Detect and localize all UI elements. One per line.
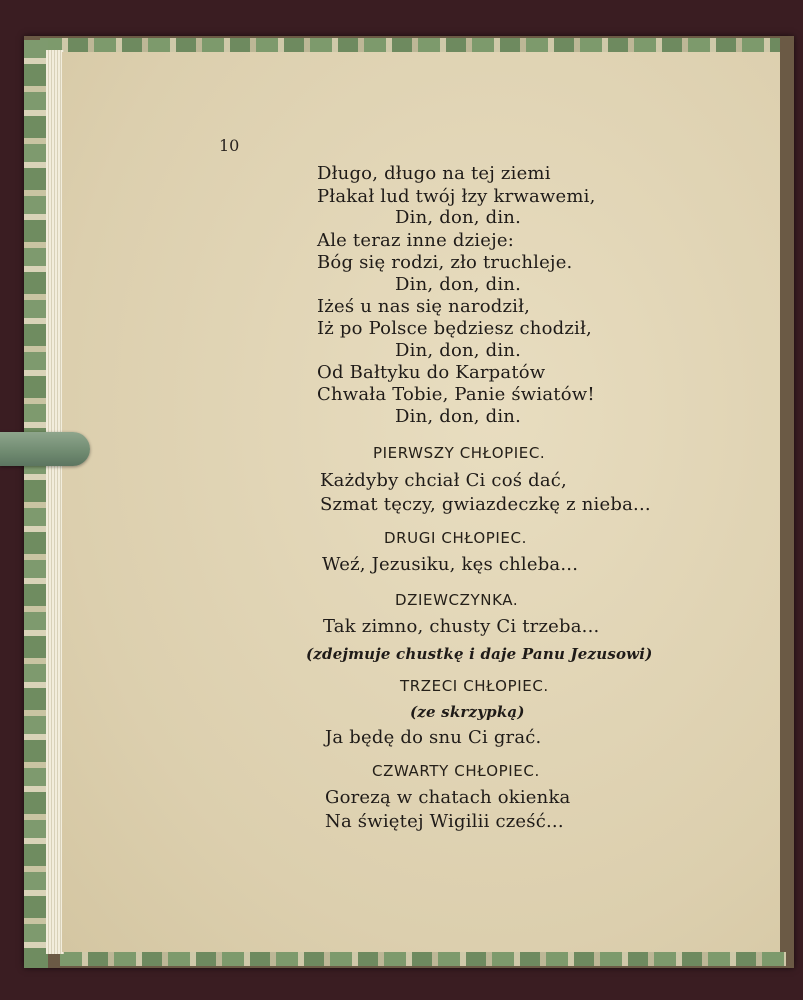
verse-line: Chwała Tobie, Panie światów!	[317, 384, 595, 405]
cover-pattern-top	[40, 38, 780, 52]
speech-line: Każdyby chciał Ci coś dać,	[320, 470, 567, 491]
bookmark-ribbon[interactable]	[0, 432, 90, 466]
speech-line: Na świętej Wigilii cześć...	[325, 811, 564, 832]
verse-line: Długo, długo na tej ziemi	[317, 163, 551, 184]
verse-line: Ale teraz inne dzieje:	[317, 230, 514, 251]
cover-pattern-bottom	[60, 952, 786, 966]
stage-direction: (ze skrzypką)	[410, 703, 525, 721]
verse-line: Din, don, din.	[395, 406, 522, 427]
speaker-heading: TRZECI CHŁOPIEC.	[400, 677, 549, 695]
verse-line: Din, don, din.	[395, 274, 522, 295]
verse-line: Od Bałtyku do Karpatów	[317, 362, 546, 383]
speech-line: Weź, Jezusiku, kęs chleba...	[322, 554, 579, 575]
verse-line: Iżeś u nas się narodził,	[317, 296, 531, 317]
speaker-heading: PIERWSZY CHŁOPIEC.	[373, 444, 546, 462]
speech-line: Szmat tęczy, gwiazdeczkę z nieba...	[320, 494, 651, 515]
speech-line: Tak zimno, chusty Ci trzeba...	[323, 616, 600, 637]
verse-line: Iż po Polsce będziesz chodził,	[317, 318, 592, 339]
speaker-heading: DRUGI CHŁOPIEC.	[384, 529, 527, 547]
verse-line: Din, don, din.	[395, 207, 522, 228]
stage-direction: (zdejmuje chustkę i daje Panu Jezusowi)	[306, 645, 653, 663]
speech-line: Ja będę do snu Ci grać.	[325, 727, 542, 748]
verse-line: Płakał lud twój łzy krwawemi,	[317, 186, 596, 207]
speech-line: Gorezą w chatach okienka	[325, 787, 571, 808]
speaker-heading: CZWARTY CHŁOPIEC.	[372, 762, 540, 780]
speaker-heading: DZIEWCZYNKA.	[395, 591, 519, 609]
verse-line: Bóg się rodzi, zło truchleje.	[317, 252, 573, 273]
cover-pattern-spine	[24, 40, 48, 968]
page-number: 10	[219, 136, 240, 155]
verse-line: Din, don, din.	[395, 340, 522, 361]
